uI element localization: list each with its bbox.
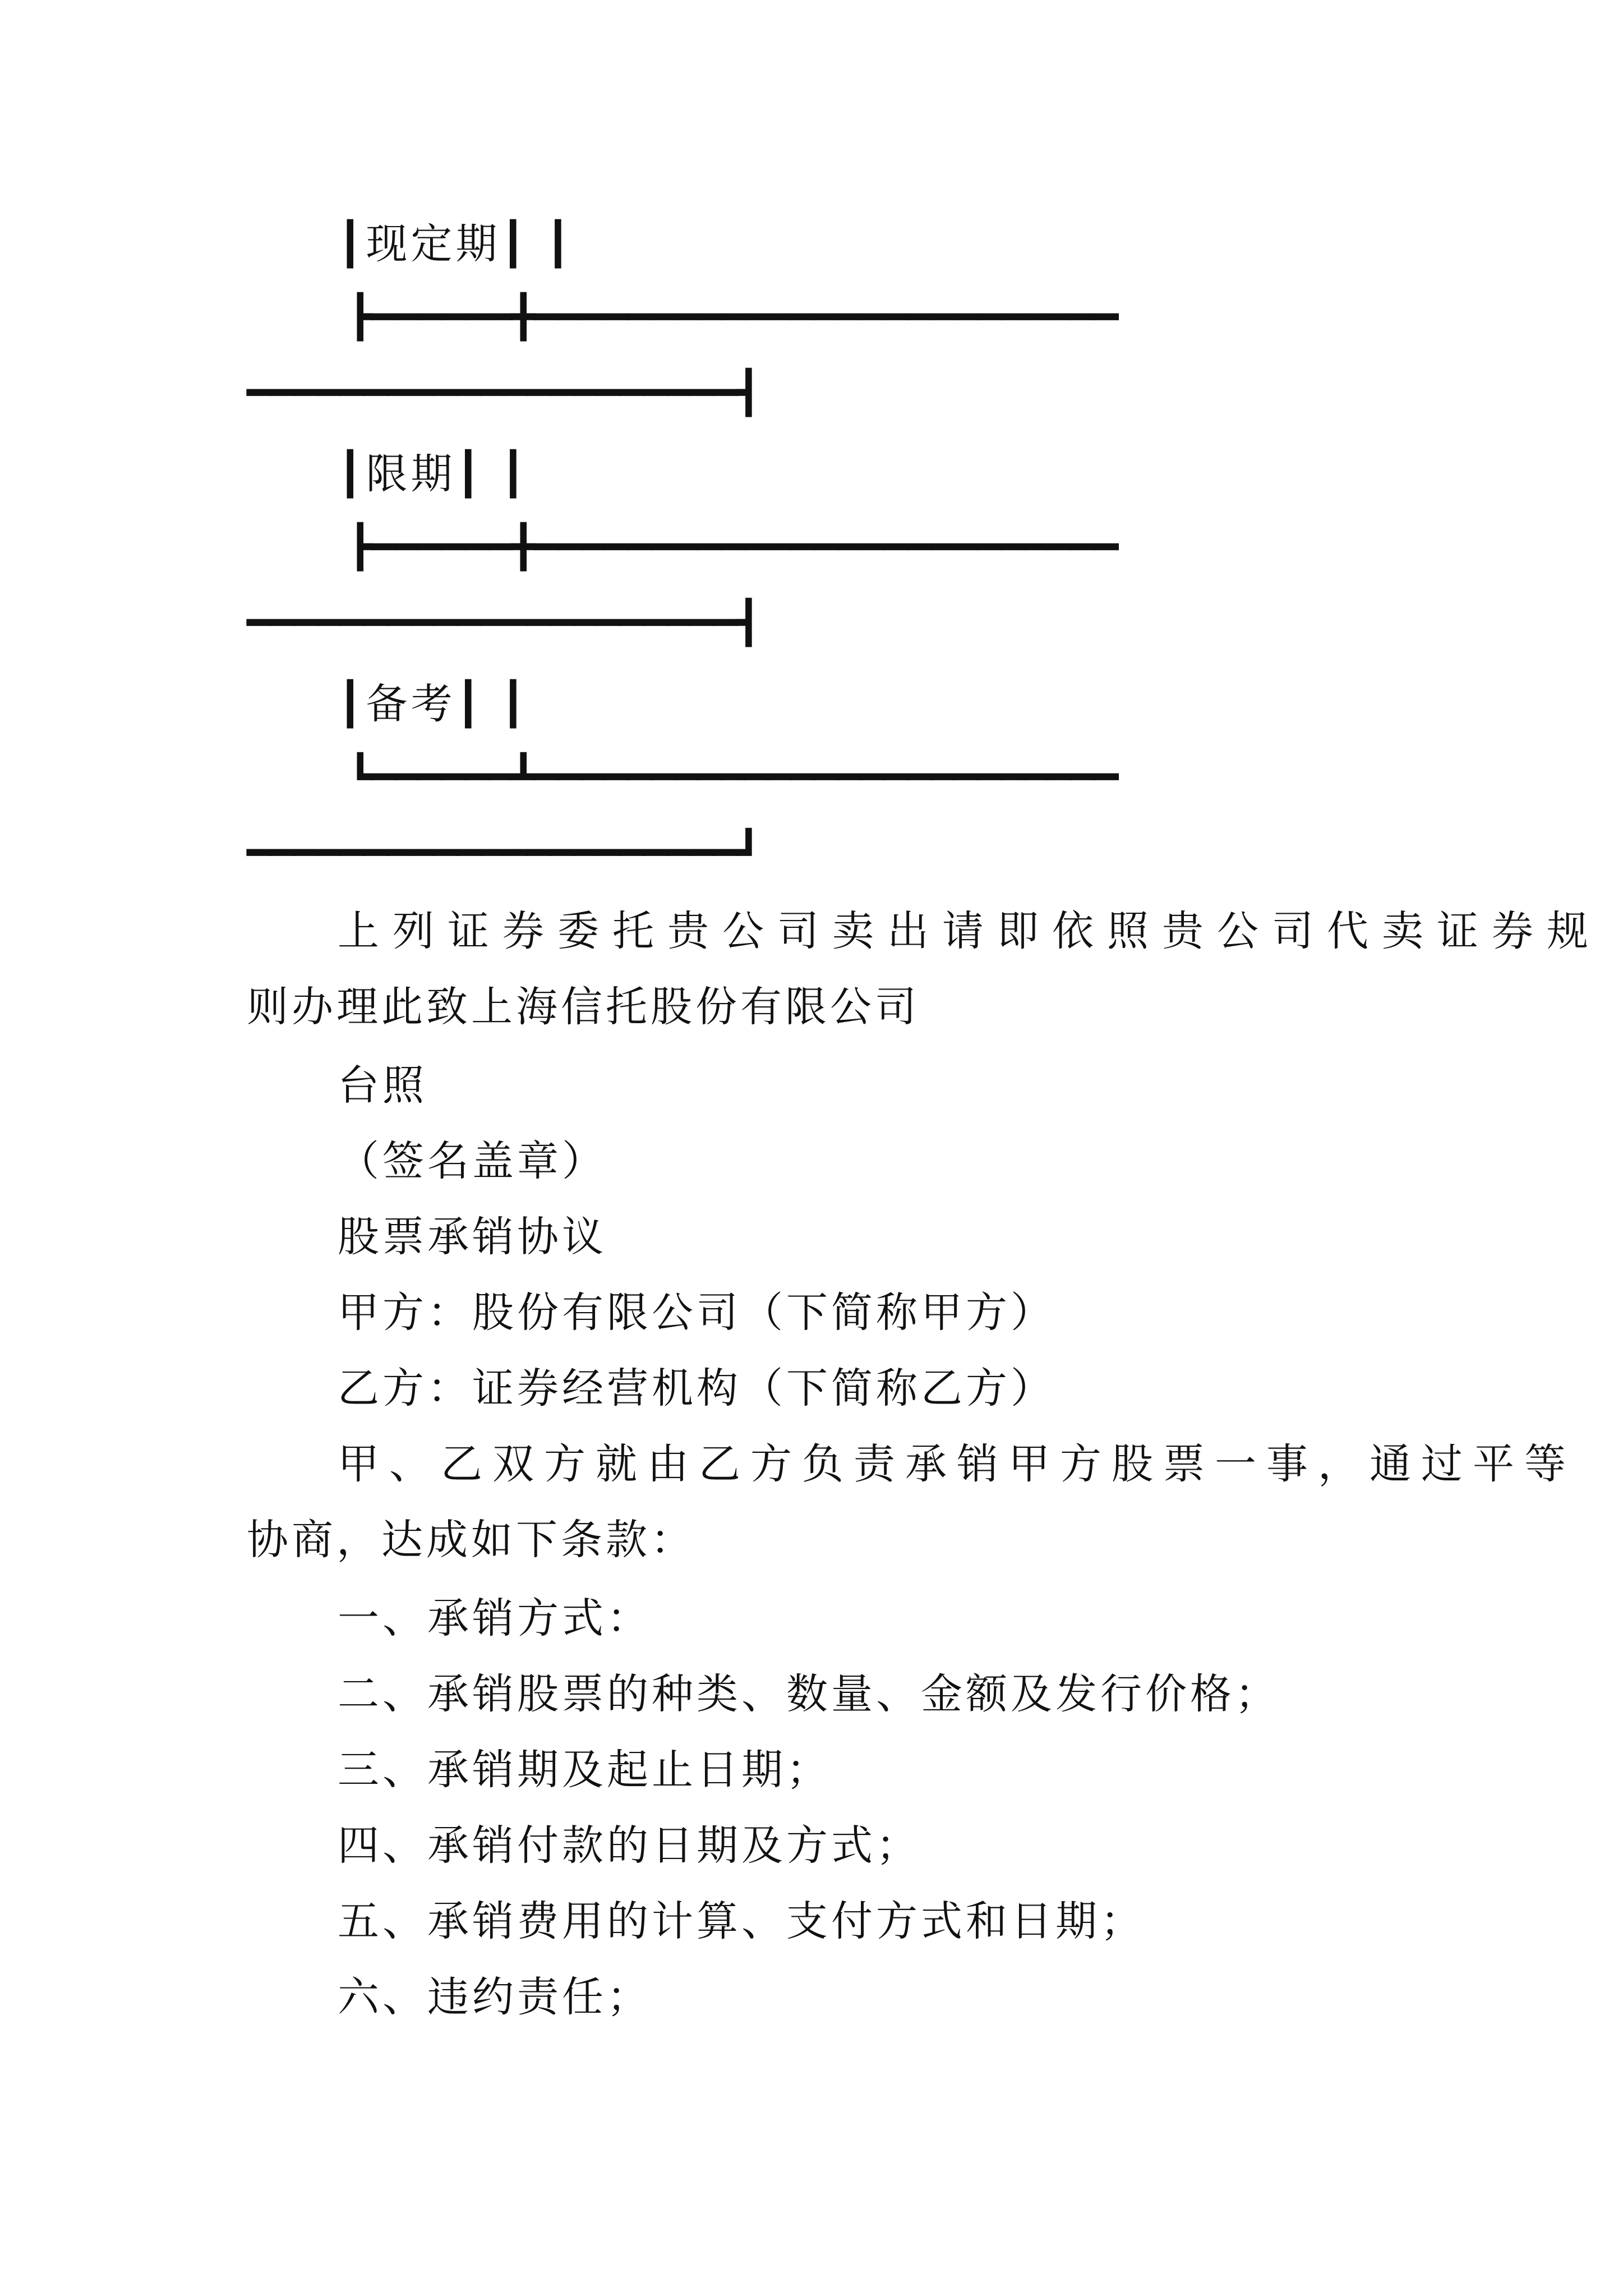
form-cell-limit: ┃限期┃ ┃ — [338, 450, 529, 498]
agreement-title: 股票承销协议 — [338, 1213, 607, 1261]
paragraph-negotiation-line1: 甲、乙双方就由乙方负责承销甲方股票一事，通过平等 — [338, 1440, 1576, 1488]
clause-6: 六、违约责任； — [338, 1973, 652, 2021]
form-border-line: ┗━━━━━━┻━━━━━━━━━━━━━━━━━━━━━━━━━ — [348, 753, 1117, 801]
clause-1: 一、承销方式： — [338, 1594, 652, 1642]
clause-4: 四、承销付款的日期及方式； — [338, 1821, 921, 1870]
salutation-taizhao: 台照 — [338, 1061, 427, 1110]
form-border-line: ┣━━━━━━╋━━━━━━━━━━━━━━━━━━━━━━━━━ — [348, 523, 1117, 571]
form-border-line-cont: ━━━━━━━━━━━━━━━━━━━━━┛ — [247, 829, 760, 877]
paragraph-negotiation-line2: 协商，达成如下条款： — [247, 1516, 695, 1564]
party-a: 甲方：股份有限公司（下简称甲方） — [338, 1289, 1055, 1337]
form-cell-remarks: ┃备考┃ ┃ — [338, 680, 529, 728]
form-cell-current-term: ┃现定期┃ ┃ — [338, 220, 574, 268]
clause-2: 二、承销股票的种类、数量、金额及发行价格； — [338, 1670, 1280, 1718]
form-border-line: ┣━━━━━━╋━━━━━━━━━━━━━━━━━━━━━━━━━ — [348, 293, 1117, 341]
paragraph-consignment-line2: 则办理此致上海信托股份有限公司 — [247, 983, 920, 1031]
clause-5: 五、承销费用的计算、支付方式和日期； — [338, 1897, 1145, 1945]
paragraph-consignment-line1: 上列证券委托贵公司卖出请即依照贵公司代卖证券规 — [338, 907, 1602, 955]
signature-note: （签名盖章） — [338, 1137, 607, 1185]
party-b: 乙方：证券经营机构（下简称乙方） — [338, 1364, 1055, 1412]
form-border-line-cont: ━━━━━━━━━━━━━━━━━━━━━┫ — [247, 599, 760, 647]
clause-3: 三、承销期及起止日期； — [338, 1746, 831, 1794]
form-border-line-cont: ━━━━━━━━━━━━━━━━━━━━━┫ — [247, 369, 760, 417]
